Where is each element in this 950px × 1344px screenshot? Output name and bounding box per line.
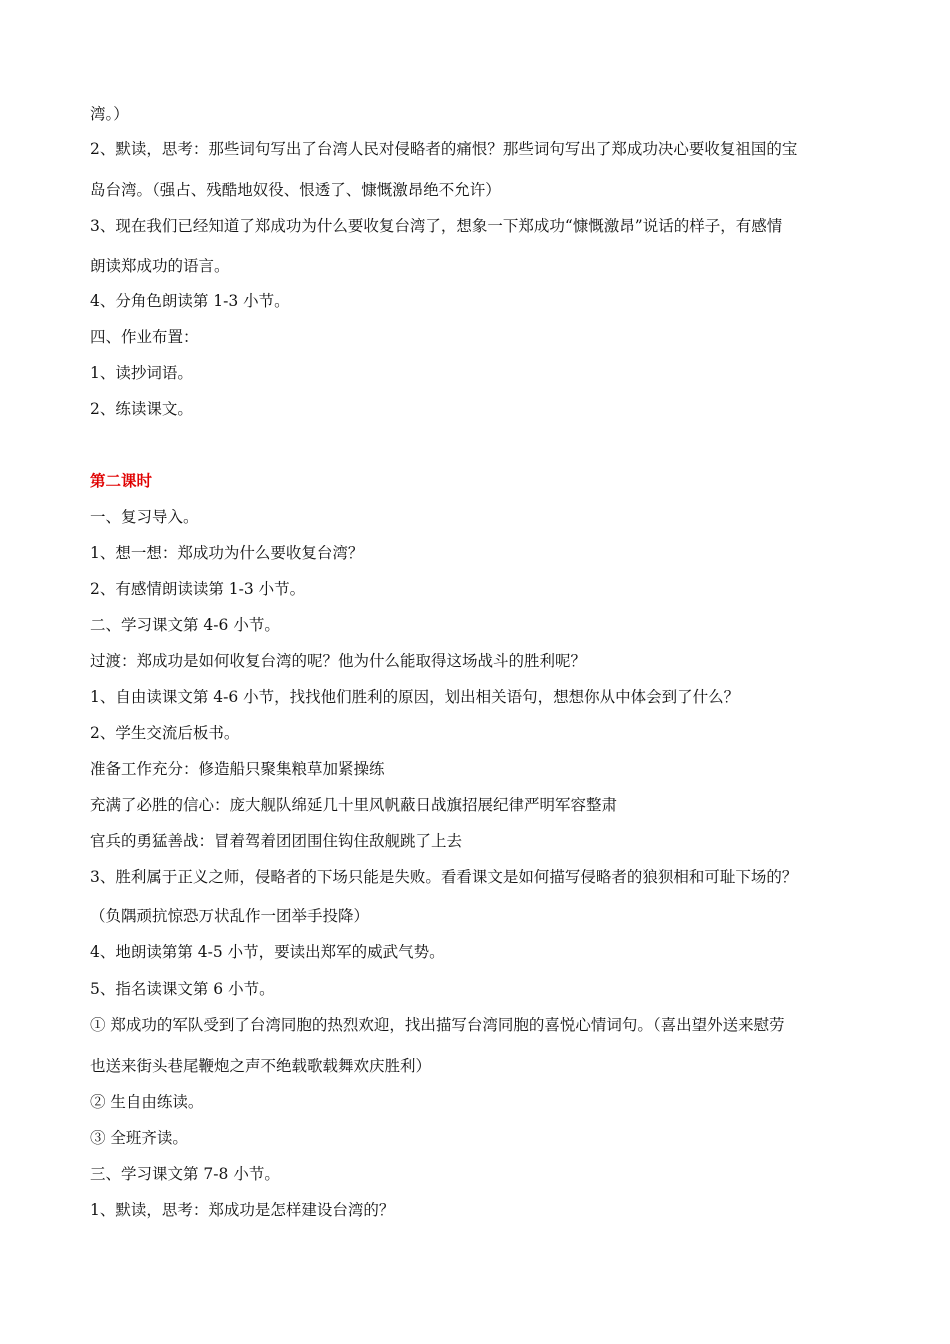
text-line: ② 生自由练读。 [90, 1093, 204, 1111]
text-line: 准备工作充分：修造船只聚集粮草加紧操练 [90, 760, 385, 778]
section-heading: 四、作业布置： [90, 328, 199, 346]
section-heading: 二、学习课文第 4-6 小节。 [90, 616, 280, 634]
text-line: 充满了必胜的信心：庞大舰队绵延几十里风帆蔽日战旗招展纪律严明军容整肃 [90, 796, 618, 814]
text-line: 朗读郑成功的语言。 [90, 257, 230, 275]
text-line: 1、默读，思考：郑成功是怎样建设台湾的？ [90, 1201, 395, 1219]
text-line: 2、学生交流后板书。 [90, 724, 240, 742]
text-line: 1、读抄词语。 [90, 364, 193, 382]
text-line: 5、指名读课文第 6 小节。 [90, 980, 275, 998]
text-line: 过渡：郑成功是如何收复台湾的呢？他为什么能取得这场战斗的胜利呢？ [90, 652, 587, 670]
section-heading: 三、学习课文第 7-8 小节。 [90, 1165, 280, 1183]
text-line: 岛台湾。（强占、残酷地奴役、恨透了、慷慨激昂绝不允许） [90, 181, 501, 199]
text-line: 2、有感情朗读读第 1-3 小节。 [90, 580, 306, 598]
text-line: 也送来街头巷尾鞭炮之声不绝载歌载舞欢庆胜利） [90, 1057, 432, 1075]
text-line: 4、分角色朗读第 1-3 小节。 [90, 292, 290, 310]
text-line: 2、默读，思考：那些词句写出了台湾人民对侵略者的痛恨？那些词句写出了郑成功决心要收复祖国的宝 [90, 140, 798, 158]
lesson-heading: 第二课时 [90, 472, 153, 490]
text-line: ③ 全班齐读。 [90, 1129, 188, 1147]
text-line: 官兵的勇猛善战：冒着驾着团团围住钩住敌舰跳了上去 [90, 832, 463, 850]
text-line: ① 郑成功的军队受到了台湾同胞的热烈欢迎，找出描写台湾同胞的喜悦心情词句。（喜出望外送来慰劳 [90, 1016, 785, 1034]
text-line: 3、胜利属于正义之师，侵略者的下场只能是失败。看看课文是如何描写侵略者的狼狈相和可耻下场的？ [90, 868, 798, 886]
text-line: 3、现在我们已经知道了郑成功为什么要收复台湾了，想象一下郑成功“慷慨激昂”说话的样子，有感情 [90, 217, 783, 235]
text-line: 湾。） [90, 105, 129, 123]
text-line: 2、练读课文。 [90, 400, 193, 418]
section-heading: 一、复习导入。 [90, 508, 199, 526]
text-line: （负隅顽抗惊恐万状乱作一团举手投降） [90, 907, 370, 925]
text-line: 4、地朗读第第 4-5 小节，要读出郑军的威武气势。 [90, 943, 445, 961]
text-line: 1、自由读课文第 4-6 小节，找找他们胜利的原因，划出相关语句，想想你从中体会到了什么？ [90, 688, 740, 706]
text-line: 1、想一想：郑成功为什么要收复台湾？ [90, 544, 364, 562]
